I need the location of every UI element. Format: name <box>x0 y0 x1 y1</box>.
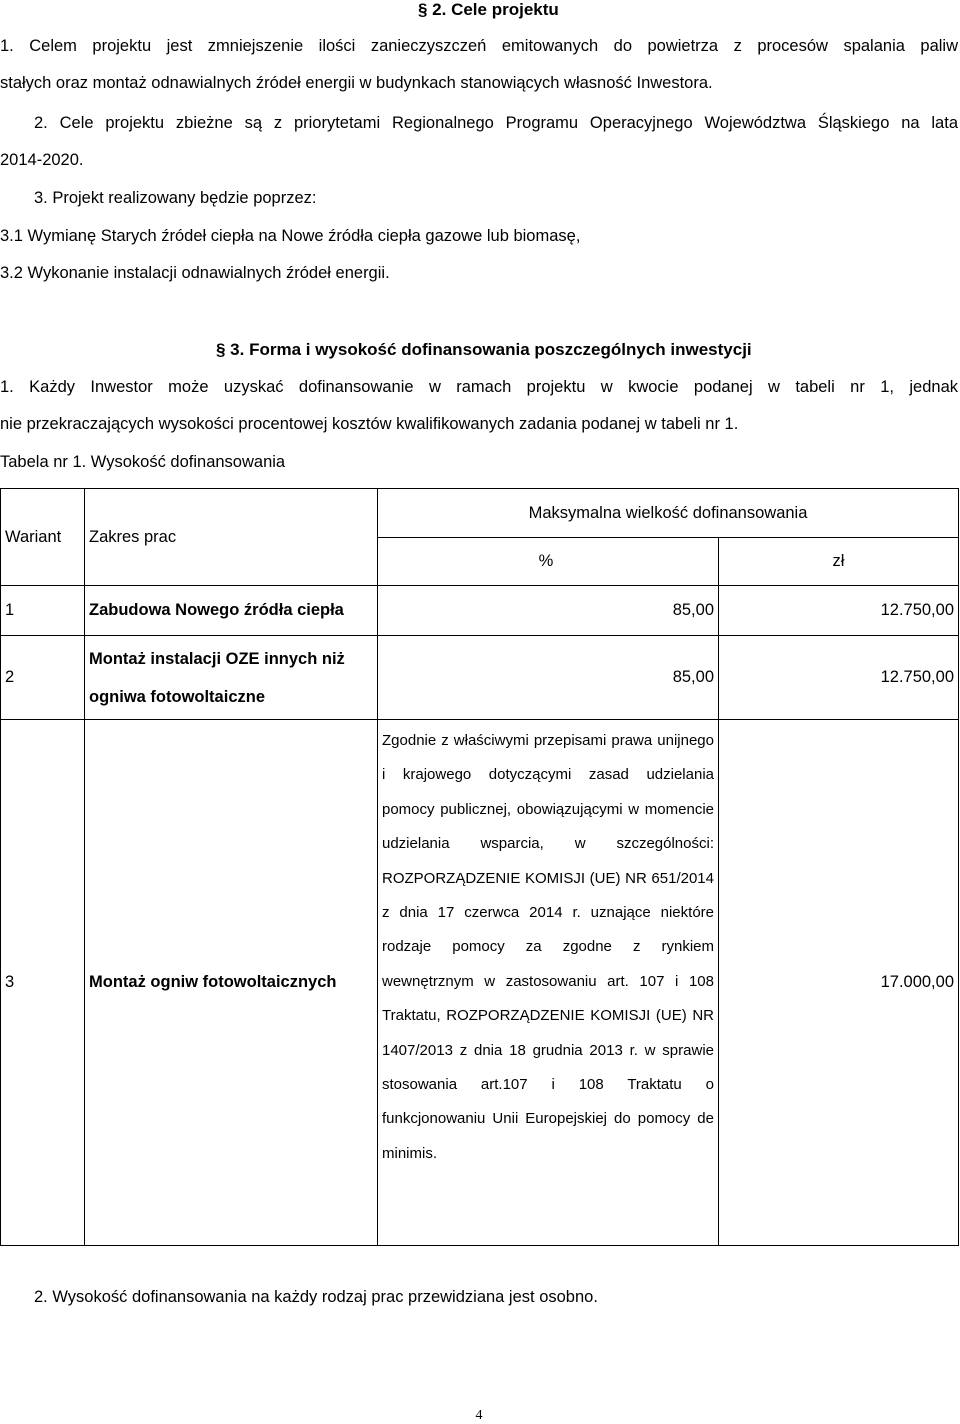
section-2-heading: § 2. Cele projektu <box>418 0 559 19</box>
section-3-paragraph-1-line-2: nie przekraczających wysokości procentowej kosztów kwalifikowanych zadania podanej w tabeli nr 1. <box>0 415 739 433</box>
row-1-wariant: 1 <box>1 586 85 636</box>
row-2-percent: 85,00 <box>378 636 719 720</box>
section-2-item-3-2: 3.2 Wykonanie instalacji odnawialnych źródeł energii. <box>0 264 390 282</box>
funding-table <box>0 488 959 1246</box>
table-row <box>1 720 959 1246</box>
section-2-paragraph-2-line-1: 2. Cele projektu zbieżne są z priorytetami Regionalnego Programu Operacyjnego Województwa Śląskiego na lata <box>34 114 958 132</box>
row-2-wariant: 2 <box>1 636 85 720</box>
row-2-pln: 12.750,00 <box>719 636 959 720</box>
row-3-percent: Zgodnie z właściwymi przepisami prawa unijnego i krajowego dotyczącymi zasad udzielania pomocy publicznej, obowiązującymi w momencie udzielania wsparcia, w szczególności: ROZPORZĄDZENIE KOMISJI (UE) NR 651/2014 z dnia 17 czerwca 2014 r. uznające niektóre rodzaje pomocy za zgodne z rynkiem wewnętrznym w zastosowaniu art. 107 i 108 Traktatu, ROZPORZĄDZENIE KOMISJI (UE) NR 1407/2013 z dnia 18 grudnia 2013 r. w sprawie stosowania art.107 i 108 Traktatu o funkcjonowaniu Unii Europejskiej do pomocy de minimis. <box>378 720 719 1246</box>
row-1-pln: 12.750,00 <box>719 586 959 636</box>
table-row <box>1 636 959 720</box>
section-3-paragraph-2: 2. Wysokość dofinansowania na każdy rodzaj prac przewidziana jest osobno. <box>34 1288 598 1306</box>
page-number: 4 <box>475 1408 483 1423</box>
row-2-zakres-line-2: ogniwa fotowoltaiczne <box>89 687 265 706</box>
table-caption: Tabela nr 1. Wysokość dofinansowania <box>0 453 286 471</box>
header-wariant: Wariant <box>1 489 85 586</box>
row-1-zakres: Zabudowa Nowego źródła ciepła <box>85 586 378 636</box>
row-3-pln: 17.000,00 <box>719 720 959 1246</box>
row-2-zakres-line-1: Montaż instalacji OZE innych niż <box>89 649 345 668</box>
section-2-paragraph-1-line-2: stałych oraz montaż odnawialnych źródeł energii w budynkach stanowiących własność Inwestora. <box>0 74 713 92</box>
section-3-heading: § 3. Forma i wysokość dofinansowania poszczególnych inwestycji <box>216 340 752 359</box>
header-pln: zł <box>719 538 959 586</box>
table-row <box>1 586 959 636</box>
section-2-paragraph-2-line-2: 2014-2020. <box>0 151 84 169</box>
section-2-paragraph-1-line-1: 1. Celem projektu jest zmniejszenie ilości zanieczyszczeń emitowanych do powietrza z procesów spalania paliw <box>0 37 958 55</box>
section-3-paragraph-1-line-1: 1. Każdy Inwestor może uzyskać dofinansowanie w ramach projektu w kwocie podanej w tabeli nr 1, jednak <box>0 378 958 396</box>
row-3-wariant: 3 <box>1 720 85 1246</box>
row-1-percent: 85,00 <box>378 586 719 636</box>
section-2-item-3-1: 3.1 Wymianę Starych źródeł ciepła na Nowe źródła ciepła gazowe lub biomasę, <box>0 227 581 245</box>
header-zakres-prac: Zakres prac <box>85 489 378 586</box>
row-3-zakres: Montaż ogniw fotowoltaicznych <box>85 720 378 1246</box>
header-max-dofinansowanie: Maksymalna wielkość dofinansowania <box>378 489 959 538</box>
header-percent: % <box>378 538 719 586</box>
row-2-zakres <box>85 636 378 720</box>
section-2-paragraph-3: 3. Projekt realizowany będzie poprzez: <box>34 189 317 207</box>
